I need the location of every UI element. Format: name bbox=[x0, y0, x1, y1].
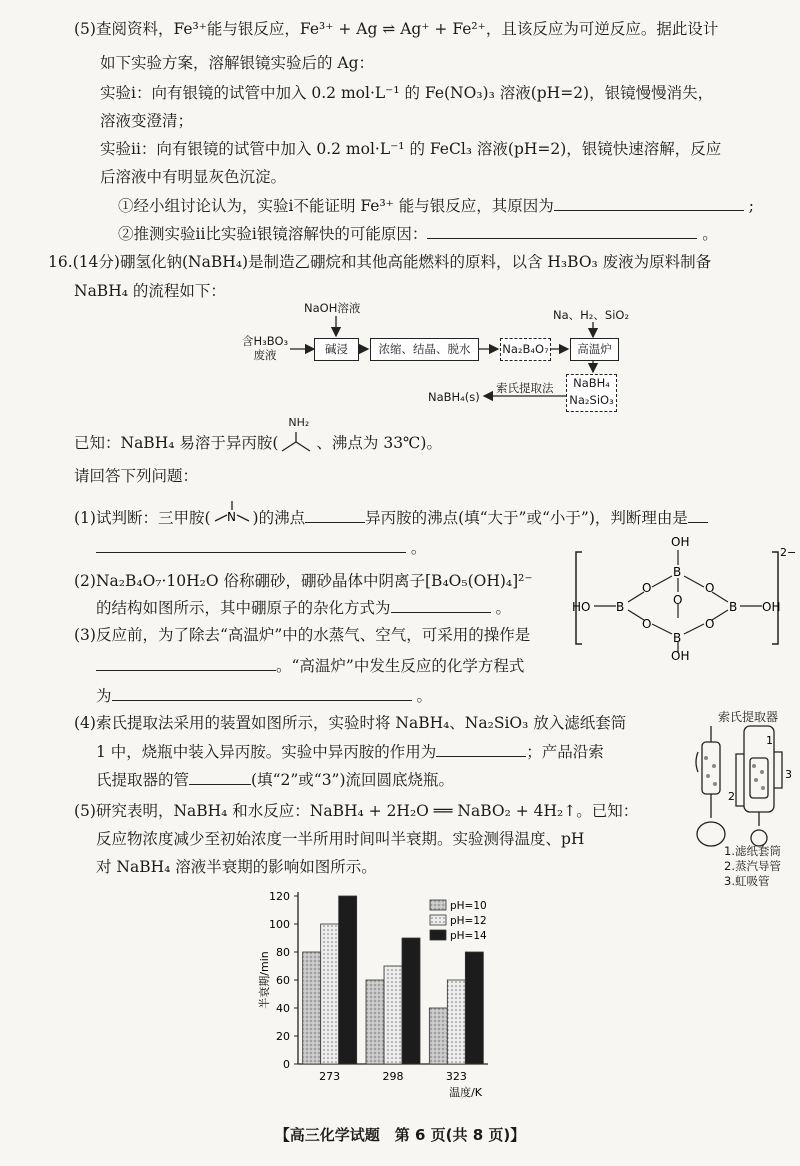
atom-b-top: B bbox=[673, 565, 682, 579]
legend-swatch bbox=[430, 930, 446, 940]
q15-exp2-line2: 后溶液中有明显灰色沉淀。 bbox=[100, 168, 287, 186]
answer-blank[interactable] bbox=[688, 506, 708, 523]
nh2-label: NH₂ bbox=[288, 416, 310, 429]
q15-sub2: ②推测实验ⅱ比实验ⅰ银镜溶解快的可能原因： 。 bbox=[118, 222, 718, 245]
bar-pH12-298 bbox=[384, 966, 402, 1064]
answer-blank[interactable] bbox=[112, 684, 412, 701]
atom-o-topright: O bbox=[705, 581, 715, 595]
soxhlet-legend-1: 1.滤纸套筒 bbox=[724, 844, 781, 858]
flow-product: NaBH₄(s) bbox=[428, 390, 480, 404]
flow-borax: Na₂B₄O₇ bbox=[500, 338, 551, 361]
q16-3-line2 bbox=[96, 654, 524, 677]
soxhlet-label-2: 2 bbox=[728, 790, 735, 803]
atom-b-bottom: B bbox=[673, 631, 682, 645]
borate-anion-structure bbox=[572, 532, 797, 662]
atom-oh-right: OH bbox=[762, 600, 781, 614]
q16-4-line2 bbox=[96, 740, 604, 763]
q16-1-line1 bbox=[74, 506, 708, 529]
x-tick-label: 323 bbox=[445, 1070, 467, 1083]
flow-feed-line1: 含H₃BO₃ bbox=[242, 334, 289, 348]
soxhlet-legend-2: 2.蒸汽导管 bbox=[724, 859, 781, 873]
answer-blank[interactable] bbox=[96, 654, 276, 671]
atom-oh-bottom: OH bbox=[671, 649, 690, 662]
trimethylamine-structure bbox=[211, 507, 253, 529]
q15-sub1-text: ①经小组讨论认为，实验ⅰ不能证明 Fe³⁺ 能与银反应，其原因为 bbox=[118, 197, 554, 215]
anion-charge: 2− bbox=[780, 546, 797, 559]
legend-swatch bbox=[430, 915, 446, 925]
isopropylamine-structure bbox=[278, 416, 316, 454]
soxhlet-label-3: 3 bbox=[785, 768, 792, 781]
q15-sub2-text: ②推测实验ⅱ比实验ⅰ银镜溶解快的可能原因： bbox=[118, 225, 428, 243]
q16-intro-line1: 16.(14分)硼氢化钠(NaBH₄)是制造乙硼烷和其他高能燃料的原料，以含 H₃BO₃ 废液为原料制备 bbox=[48, 253, 712, 271]
legend-label: pH=12 bbox=[450, 915, 487, 927]
answer-blank[interactable] bbox=[305, 506, 365, 523]
y-tick-label: 40 bbox=[276, 1002, 290, 1015]
q16-5-line3: 对 NaBH₄ 溶液半衰期的影响如图所示。 bbox=[96, 858, 377, 876]
answer-blank[interactable] bbox=[436, 740, 526, 757]
flow-reagents: Na、H₂、SiO₂ bbox=[553, 308, 630, 322]
q16-1-line2: 。 bbox=[96, 536, 426, 559]
q16-intro-line2: NaBH₄ 的流程如下： bbox=[74, 282, 226, 300]
q16-5-line2: 反应物浓度减少至初始浓度一半所用时间叫半衰期。实验测得温度、pH bbox=[96, 830, 585, 848]
q15-exp2-line1: 实验ⅱ：向有银镜的试管中加入 0.2 mol·L⁻¹ 的 FeCl₃ 溶液(pH=2)，银镜快速溶解，反应 bbox=[100, 140, 722, 158]
y-tick-label: 20 bbox=[276, 1030, 290, 1043]
q15-sub1: ①经小组讨论认为，实验ⅰ不能证明 Fe³⁺ 能与银反应，其原因为 ; bbox=[118, 194, 754, 217]
bar-pH14-298 bbox=[402, 938, 420, 1064]
bar-pH14-323 bbox=[465, 952, 483, 1064]
page-footer: 【高三化学试题 第 6 页(共 8 页)】 bbox=[274, 1126, 526, 1144]
x-axis-label: 温度/K bbox=[449, 1086, 482, 1099]
q16-3-text-c: 为 bbox=[96, 687, 112, 705]
isopropylamine-skeleton bbox=[278, 432, 316, 454]
y-axis-label: 半衰期/min bbox=[258, 951, 271, 1009]
q16-known bbox=[74, 416, 442, 454]
q16-known-b: 、沸点为 33℃)。 bbox=[316, 434, 442, 452]
atom-o-topleft: O bbox=[642, 581, 652, 595]
y-tick-label: 60 bbox=[276, 974, 290, 987]
q16-2-line1: (2)Na₂B₄O₇·10H₂O 俗称硼砂，硼砂晶体中阴离子[B₄O₅(OH)₄]²⁻ bbox=[74, 572, 533, 590]
q15-exp1-line1: 实验ⅰ：向有银镜的试管中加入 0.2 mol·L⁻¹ 的 Fe(NO₃)₃ 溶液(pH=2)，银镜慢慢消失， bbox=[100, 84, 714, 102]
atom-o-bottomright: O bbox=[705, 617, 715, 631]
q16-1-text-b: )的沸点 bbox=[252, 509, 306, 527]
q16-1-text-c: 异丙胺的沸点(填“大于”或“小于”)，判断理由是 bbox=[365, 509, 688, 527]
q15-p5-line1: (5)查阅资料，Fe³⁺能与银反应，Fe³⁺ + Ag ⇌ Ag⁺ + Fe²⁺，且该反应为可逆反应。据此设计 bbox=[74, 20, 719, 38]
q16-3-text-b: 。“高温炉”中发生反应的化学方程式 bbox=[276, 657, 525, 675]
soxhlet-drawing bbox=[690, 722, 798, 862]
soxhlet-label-1: 1 bbox=[766, 734, 773, 747]
atom-o-bottomleft: O bbox=[642, 617, 652, 631]
bar-pH12-323 bbox=[447, 980, 465, 1064]
q16-4-line1: (4)索氏提取法采用的装置如图所示，实验时将 NaBH₄、Na₂SiO₃ 放入滤纸套筒 bbox=[74, 714, 627, 732]
bar-pH10-323 bbox=[429, 1008, 447, 1064]
flow-feed bbox=[242, 334, 288, 362]
flow-naoh: NaOH溶液 bbox=[304, 301, 361, 315]
flow-feed-line2: 废液 bbox=[253, 348, 277, 362]
y-tick-label: 100 bbox=[269, 918, 290, 931]
q15-p5-line2: 如下实验方案，溶解银镜实验后的 Ag： bbox=[100, 54, 375, 72]
flow-step-concentrate: 浓缩、结晶、脱水 bbox=[370, 338, 479, 361]
y-tick-label: 0 bbox=[283, 1058, 290, 1071]
atom-ho-left: HO bbox=[572, 600, 591, 614]
flow-mixture bbox=[566, 374, 617, 412]
q16-5-line1: (5)研究表明，NaBH₄ 和水反应：NaBH₄ + 2H₂O ══ NaBO₂ + 4H₂↑。已知： bbox=[74, 802, 639, 820]
atom-o-center: O bbox=[673, 593, 683, 607]
q16-known-a: 已知：NaBH₄ 易溶于异丙胺( bbox=[74, 434, 279, 452]
flow-step-alkali-leach: 碱浸 bbox=[314, 338, 359, 361]
q16-answer-prompt: 请回答下列问题： bbox=[74, 467, 199, 485]
atom-oh-top: OH bbox=[671, 535, 690, 549]
half-life-bar-chart bbox=[250, 880, 550, 1100]
atom-b-right: B bbox=[729, 600, 738, 614]
soxhlet-title: 索氏提取器 bbox=[718, 710, 779, 724]
flow-furnace: 高温炉 bbox=[570, 338, 619, 361]
q16-4-text-c: 氏提取器的管 bbox=[96, 771, 190, 789]
soxhlet-legend bbox=[724, 844, 800, 889]
q16-4-line3 bbox=[96, 768, 454, 791]
flow-extract-label: 索氏提取法 bbox=[496, 381, 554, 395]
answer-blank[interactable] bbox=[391, 596, 491, 613]
bar-pH14-273 bbox=[339, 896, 357, 1064]
legend-swatch bbox=[430, 900, 446, 910]
y-tick-label: 120 bbox=[269, 890, 290, 903]
x-tick-label: 273 bbox=[319, 1070, 341, 1083]
q16-4-text-d: (填“2”或“3”)流回圆底烧瓶。 bbox=[251, 771, 455, 789]
q15-exp1-line2: 溶液变澄清； bbox=[100, 112, 194, 130]
q16-3-line1: (3)反应前，为了除去“高温炉”中的水蒸气、空气，可采用的操作是 bbox=[74, 626, 531, 644]
bar-pH12-273 bbox=[321, 924, 339, 1064]
y-tick-label: 80 bbox=[276, 946, 290, 959]
trimethylamine-skeleton bbox=[211, 501, 253, 527]
q16-4-text-a: 1 中，烧瓶中装入异丙胺。实验中异丙胺的作用为 bbox=[96, 743, 437, 761]
q16-4-text-b: ；产品沿索 bbox=[526, 743, 604, 761]
q16-1-text-a: (1)试判断：三甲胺( bbox=[74, 509, 211, 527]
answer-blank[interactable] bbox=[189, 768, 251, 785]
soxhlet-legend-3: 3.虹吸管 bbox=[724, 874, 770, 888]
answer-blank[interactable] bbox=[96, 536, 406, 553]
bar-pH10-298 bbox=[366, 980, 384, 1064]
legend-label: pH=10 bbox=[450, 900, 487, 912]
svg-text:N: N bbox=[226, 510, 236, 524]
legend-label: pH=14 bbox=[450, 930, 487, 942]
q16-2-text: 的结构如图所示，其中硼原子的杂化方式为 bbox=[96, 599, 391, 617]
q16-3-line3: 为 。 bbox=[96, 684, 432, 707]
flow-mixture-na2sio3: Na₂SiO₃ bbox=[569, 393, 614, 407]
atom-b-left: B bbox=[616, 600, 625, 614]
bar-pH10-273 bbox=[303, 952, 321, 1064]
q16-2-line2: 的结构如图所示，其中硼原子的杂化方式为 。 bbox=[96, 596, 511, 619]
flow-mixture-nabh4: NaBH₄ bbox=[573, 376, 610, 390]
x-tick-label: 298 bbox=[382, 1070, 404, 1083]
